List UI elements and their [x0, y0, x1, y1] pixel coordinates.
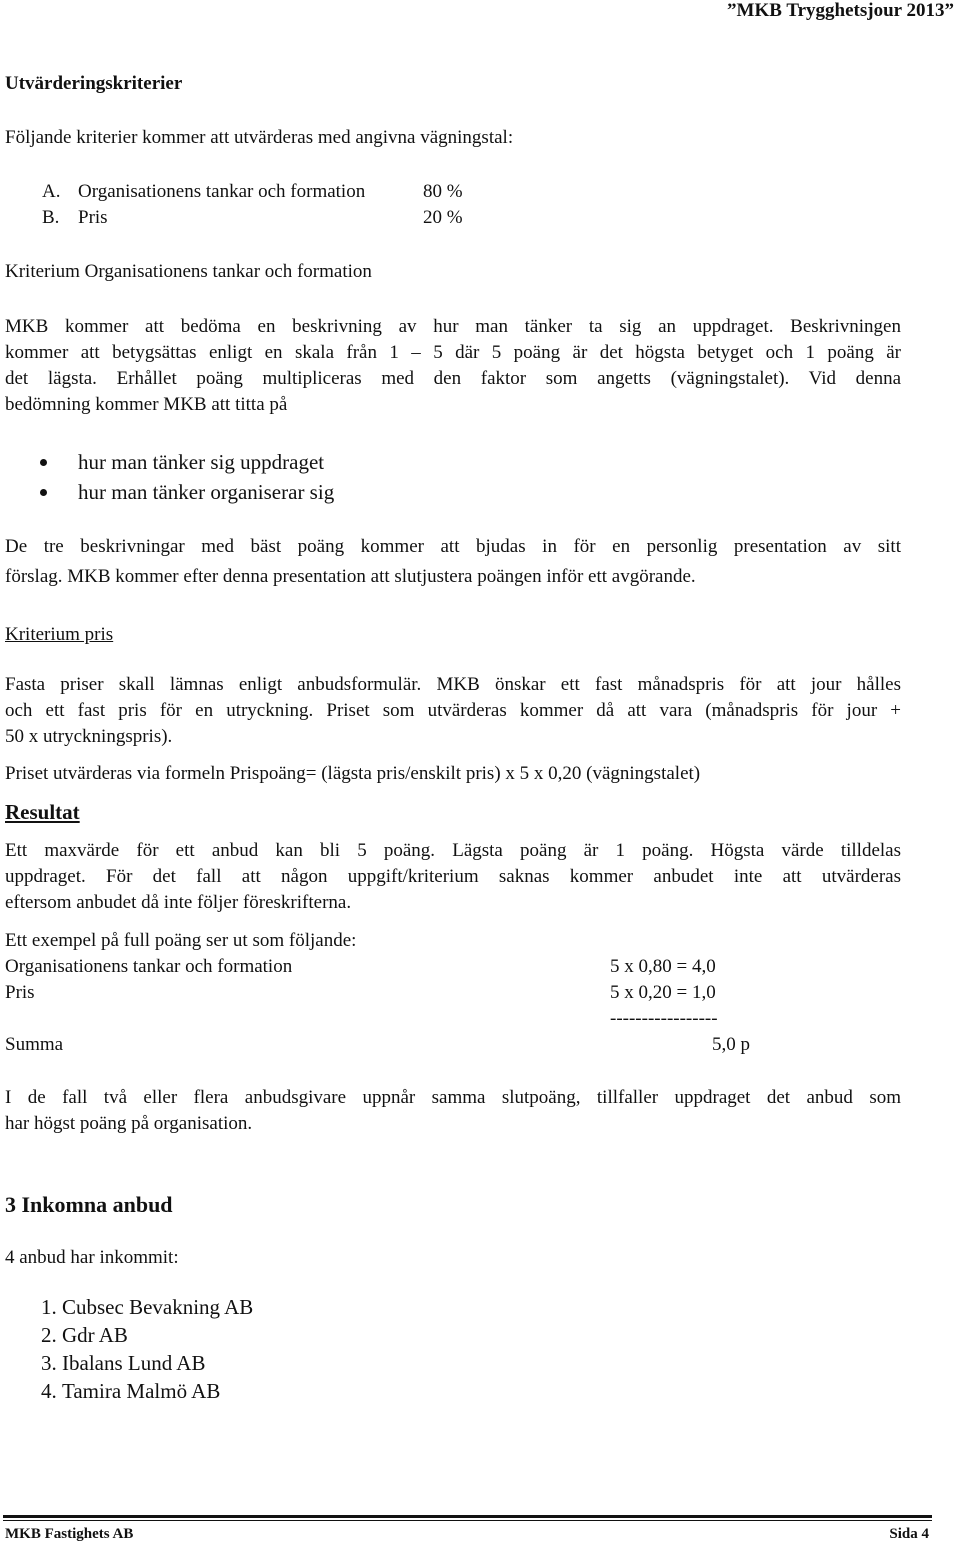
bid-number: 3.	[41, 1351, 57, 1375]
sum-value: 5,0 p	[712, 1034, 750, 1055]
sum-label: Summa	[5, 1034, 64, 1055]
criterion-price-heading: Kriterium pris	[5, 624, 114, 645]
footer-rule	[3, 1515, 932, 1518]
result-paragraph-line: uppdraget. För det fall att någon uppgift/kriterium saknas kommer anbudet inte att utvärderas	[5, 866, 901, 887]
bid-name: Cubsec Bevakning AB	[62, 1295, 254, 1319]
bid-name: Tamira Malmö AB	[62, 1379, 221, 1403]
org-paragraph-line: bedömning kommer MKB att titta på	[5, 394, 288, 415]
result-heading: Resultat	[5, 800, 80, 824]
example-row-value: 5 x 0,20 = 1,0	[610, 982, 716, 1003]
bid-name: Ibalans Lund AB	[62, 1351, 206, 1375]
result-paragraph-line: eftersom anbudet då inte följer föreskrifterna.	[5, 892, 352, 913]
criteria-marker: B.	[42, 207, 60, 228]
header-title: ”MKB Trygghetsjour 2013”	[727, 0, 954, 21]
example-row-label: Pris	[5, 982, 35, 1003]
org-paragraph-line: kommer att betygsättas enligt en skala från 1 – 5 där 5 poäng är det högsta betyget och 1 poäng är	[5, 342, 901, 363]
criterion-org-heading: Kriterium Organisationens tankar och formation	[5, 261, 372, 282]
criteria-label: Organisationens tankar och formation	[78, 181, 366, 202]
sum-separator: -----------------	[610, 1008, 718, 1029]
org-paragraph-line: MKB kommer att bedöma en beskrivning av hur man tänker ta sig an uppdraget. Beskrivningen	[5, 316, 901, 337]
tie-rule-line: I de fall två eller flera anbudsgivare uppnår samma slutpoäng, tillfaller uppdraget det anbud som	[5, 1087, 901, 1108]
bid-number: 1.	[41, 1295, 57, 1319]
example-intro: Ett exempel på full poäng ser ut som följande:	[5, 930, 357, 951]
example-row-label: Organisationens tankar och formation	[5, 956, 293, 977]
price-paragraph-line: Fasta priser skall lämnas enligt anbudsformulär. MKB önskar ett fast månadspris för att jour hålles	[5, 674, 901, 695]
price-paragraph-line: och ett fast pris för en utryckning. Priset som utvärderas kommer då att vara (månadspris för jour +	[5, 700, 901, 721]
tie-rule-line: har högst poäng på organisation.	[5, 1113, 253, 1134]
bullet-dot-icon	[40, 459, 47, 466]
presentation-line: De tre beskrivningar med bäst poäng kommer att bjudas in för en personlig presentation av sitt	[5, 536, 901, 557]
bids-intro: 4 anbud har inkommit:	[5, 1247, 179, 1268]
criteria-weight: 20 %	[423, 207, 463, 228]
bullet-item: hur man tänker sig uppdraget	[78, 450, 325, 474]
price-formula: Priset utvärderas via formeln Prispoäng= (lägsta pris/enskilt pris) x 5 x 0,20 (vägningstalet)	[5, 763, 701, 784]
example-row-value: 5 x 0,80 = 4,0	[610, 956, 716, 977]
criteria-label: Pris	[78, 207, 108, 228]
section-title: Utvärderingskriterier	[5, 73, 183, 94]
bid-number: 2.	[41, 1323, 57, 1347]
bullet-item: hur man tänker organiserar sig	[78, 480, 335, 504]
presentation-line: förslag. MKB kommer efter denna presentation att slutjustera poängen inför ett avgörande.	[5, 566, 696, 587]
footer-rule-thin	[3, 1520, 932, 1521]
bullet-dot-icon	[40, 489, 47, 496]
bid-name: Gdr AB	[62, 1323, 128, 1347]
result-paragraph-line: Ett maxvärde för ett anbud kan bli 5 poäng. Lägsta poäng är 1 poäng. Högsta värde tilldelas	[5, 840, 901, 861]
intro-text: Följande kriterier kommer att utvärderas med angivna vägningstal:	[5, 127, 514, 148]
bids-heading: 3 Inkomna anbud	[5, 1192, 173, 1217]
criteria-weight: 80 %	[423, 181, 463, 202]
org-paragraph-line: det lägsta. Erhållet poäng multipliceras med den faktor som angetts (vägningstalet). Vid denna	[5, 368, 901, 389]
criteria-marker: A.	[42, 181, 61, 202]
footer-page-number: Sida 4	[889, 1526, 929, 1542]
bid-number: 4.	[41, 1379, 57, 1403]
footer-company: MKB Fastighets AB	[5, 1526, 134, 1542]
price-paragraph-line: 50 x utryckningspris).	[5, 726, 173, 747]
